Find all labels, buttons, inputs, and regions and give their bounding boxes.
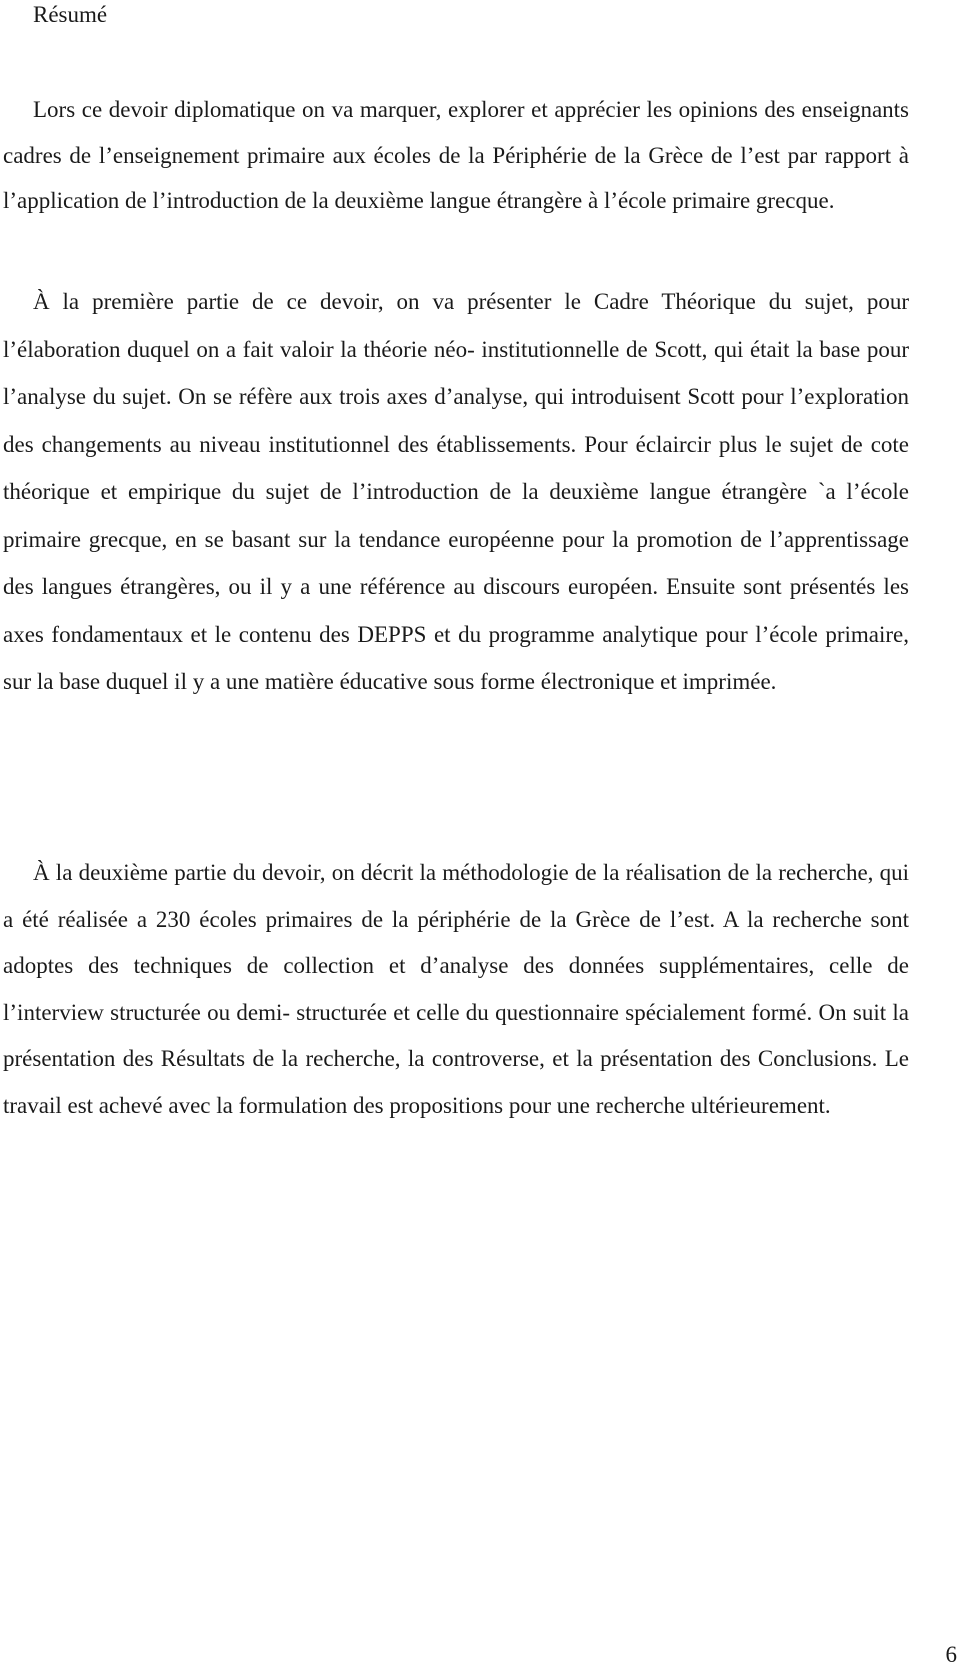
summary-paragraph-1: Lors ce devoir diplomatique on va marquer, explorer et apprécier les opinions des enseignants cadres de l’enseignement primaire aux écoles de la Périphérie de la Grèce de l’est par rapport à l’application de l’introduction de la deuxième langue étrangère à l’école primaire grecque. <box>3 97 909 213</box>
summary-paragraph-2: À la première partie de ce devoir, on va présenter le Cadre Théorique du sujet, pour l’élaboration duquel on a fait valoir la théorie néo- institutionnelle de Scott, qui était la base pour l’analyse du sujet. On se réfère aux trois axes d’analyse, qui introduisent Scott pour l’exploration des changements au niveau institutionnel des établissements. Pour éclaircir plus le sujet de cote théorique et empirique du sujet de l’introduction de la deuxième langue étrangère `a l’école primaire grecque, en se basant sur la tendance européenne pour la promotion de l’apprentissage des langues étrangères, ou il y a une référence au discours européen. Ensuite sont présentés les axes fondamentaux et le contenu des DEPPS et du programme analytique pour l’école primaire, sur la base duquel il y a une matière éducative sous forme électronique et imprimée. <box>3 289 909 694</box>
page-title: Résumé <box>33 2 108 27</box>
summary-paragraph-3: À la deuxième partie du devoir, on décrit la méthodologie de la réalisation de la recherche, qui a été réalisée a 230 écoles primaires de la périphérie de la Grèce de l’est. A la recherche sont adoptes des techniques de collection et d’analyse des données supplémentaires, celle de l’interview structurée ou demi- structurée et celle du questionnaire spécialement formé. On suit la présentation des Résultats de la recherche, la controverse, et la présentation des Conclusions. Le travail est achevé avec la formulation des propositions pour une recherche ultérieurement. <box>3 860 909 1118</box>
page-number: 6 <box>945 1642 957 1667</box>
